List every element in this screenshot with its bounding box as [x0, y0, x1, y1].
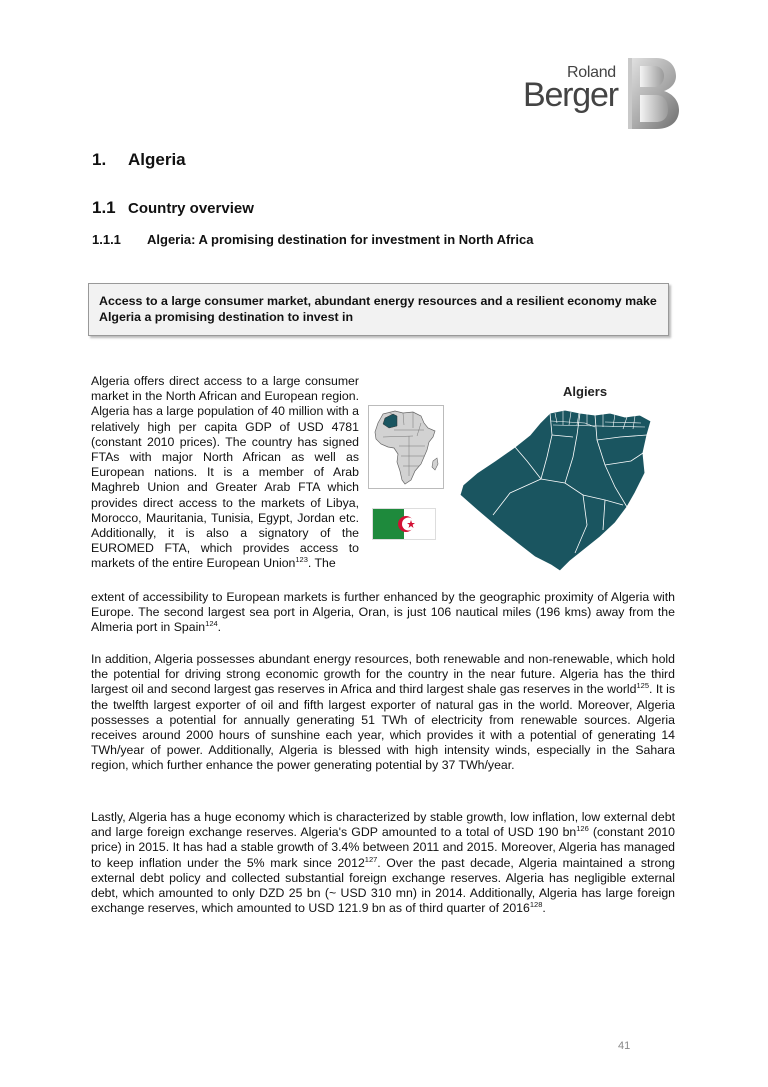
- heading-2: [92, 198, 254, 218]
- footnote-ref: 123: [295, 555, 308, 565]
- paragraph-text: . It is the twelfth largest exporter of oil and fifth largest exporter of natural gas in the world. Moreover, Algeria possesses a potential for annually generating 51 TWh of electricity from renewable sources. Algeria receives around 2000 hours of sunshine each year, which provides it with a potential of generating 14 TWh/year of power. Additionally, Algeria is blessed with high intensity winds, especially in the Sahara region, which further enhance the power generating potential by 37 TWh/year.: [91, 682, 676, 773]
- heading-3-number: 1.1.1: [92, 232, 121, 247]
- footnote-ref: 126: [576, 824, 589, 834]
- paragraph-text: . Over the past decade, Algeria maintained a strong external debt policy and collected substantial foreign exchange reserves. Algeria has negligible external debt, which amounted to only DZD 25 bn (~ USD 310 mn) in 2014. Additionally, Algeria has large foreign exchange reserves, which amounted to USD 121.9 bn as of third quarter of 2016: [91, 855, 675, 916]
- heading-3: [92, 232, 533, 247]
- footnote-ref: 124: [205, 619, 218, 629]
- heading-3-text: Algeria: A promising destination for investment in North Africa: [147, 232, 534, 247]
- footnote-ref: 128: [529, 900, 543, 910]
- intro-continuation: [91, 590, 675, 636]
- heading-1-text: Algeria: [128, 150, 186, 169]
- page-number: 41: [618, 1040, 631, 1052]
- paragraph-energy-resources: [91, 652, 675, 774]
- footnote-ref: 127: [364, 854, 378, 864]
- paragraph-text: .: [542, 901, 546, 916]
- logo-text-berger: Berger: [523, 76, 618, 114]
- heading-2-number: 1.1: [92, 198, 116, 217]
- heading-1: [92, 150, 186, 170]
- map-label-algiers: Algiers: [563, 384, 608, 399]
- intro-paragraph: [91, 374, 359, 572]
- paragraph-economy: [91, 810, 675, 916]
- intro-tail: . The: [307, 556, 336, 571]
- roland-berger-logo: [520, 56, 680, 132]
- algeria-provinces-map: [455, 395, 680, 575]
- key-message-box: Access to a large consumer market, abundant energy resources and a resilient economy make Algeria a promising destination to invest in: [88, 283, 669, 336]
- algeria-flag-icon: [372, 508, 436, 540]
- footnote-ref: 125: [636, 681, 650, 691]
- continuation-text: extent of accessibility to European markets is further enhanced by the geographic proximity of Algeria with Europe. The second largest sea port in Algeria, Oran, is just 106 nautical miles (196 kms) away from the Almeria port in Spain: [91, 590, 675, 635]
- logo-text-roland: Roland: [567, 64, 616, 81]
- continuation-tail: .: [217, 620, 222, 635]
- paragraph-text: Lastly, Algeria has a huge economy which is characterized by stable growth, low inflation, low external debt and large foreign exchange reserves. Algeria's GDP amounted to a total of USD 190 bn: [91, 810, 675, 840]
- heading-1-number: 1.: [92, 150, 107, 169]
- africa-locator-map: [368, 405, 444, 489]
- heading-2-text: Country overview: [128, 200, 254, 217]
- paragraph-text: (constant 2010 price) in 2015. It has had a stable growth of 3.4% between 2011 and 2015. Moreover, Algeria has managed to keep inflation under the 5% mark since 2012: [91, 825, 675, 870]
- logo-b-mark-icon: [626, 56, 680, 130]
- paragraph-text: In addition, Algeria possesses abundant energy resources, both renewable and non-renewable, which hold the potential for driving strong economic growth for the country in the near future. Algeria has the third largest oil and second largest gas reserves in Africa and third largest shale gas reserves in the world: [91, 652, 675, 697]
- intro-text: Algeria offers direct access to a large consumer market in the North African and European region. Algeria has a large population of 40 million with a relatively high per capita GDP of USD 4781 (constant 2010 prices). The country has signed FTAs with major North African as well as European nations. It is a member of Arab Maghreb Union and Greater Arab FTA which provides direct access to the markets of Libya, Morocco, Mauritania, Tunisia, Egypt, Jordan etc. Additionally, it is also a signatory of the EUROMED FTA, which provides access to markets of the entire European Union: [91, 374, 359, 571]
